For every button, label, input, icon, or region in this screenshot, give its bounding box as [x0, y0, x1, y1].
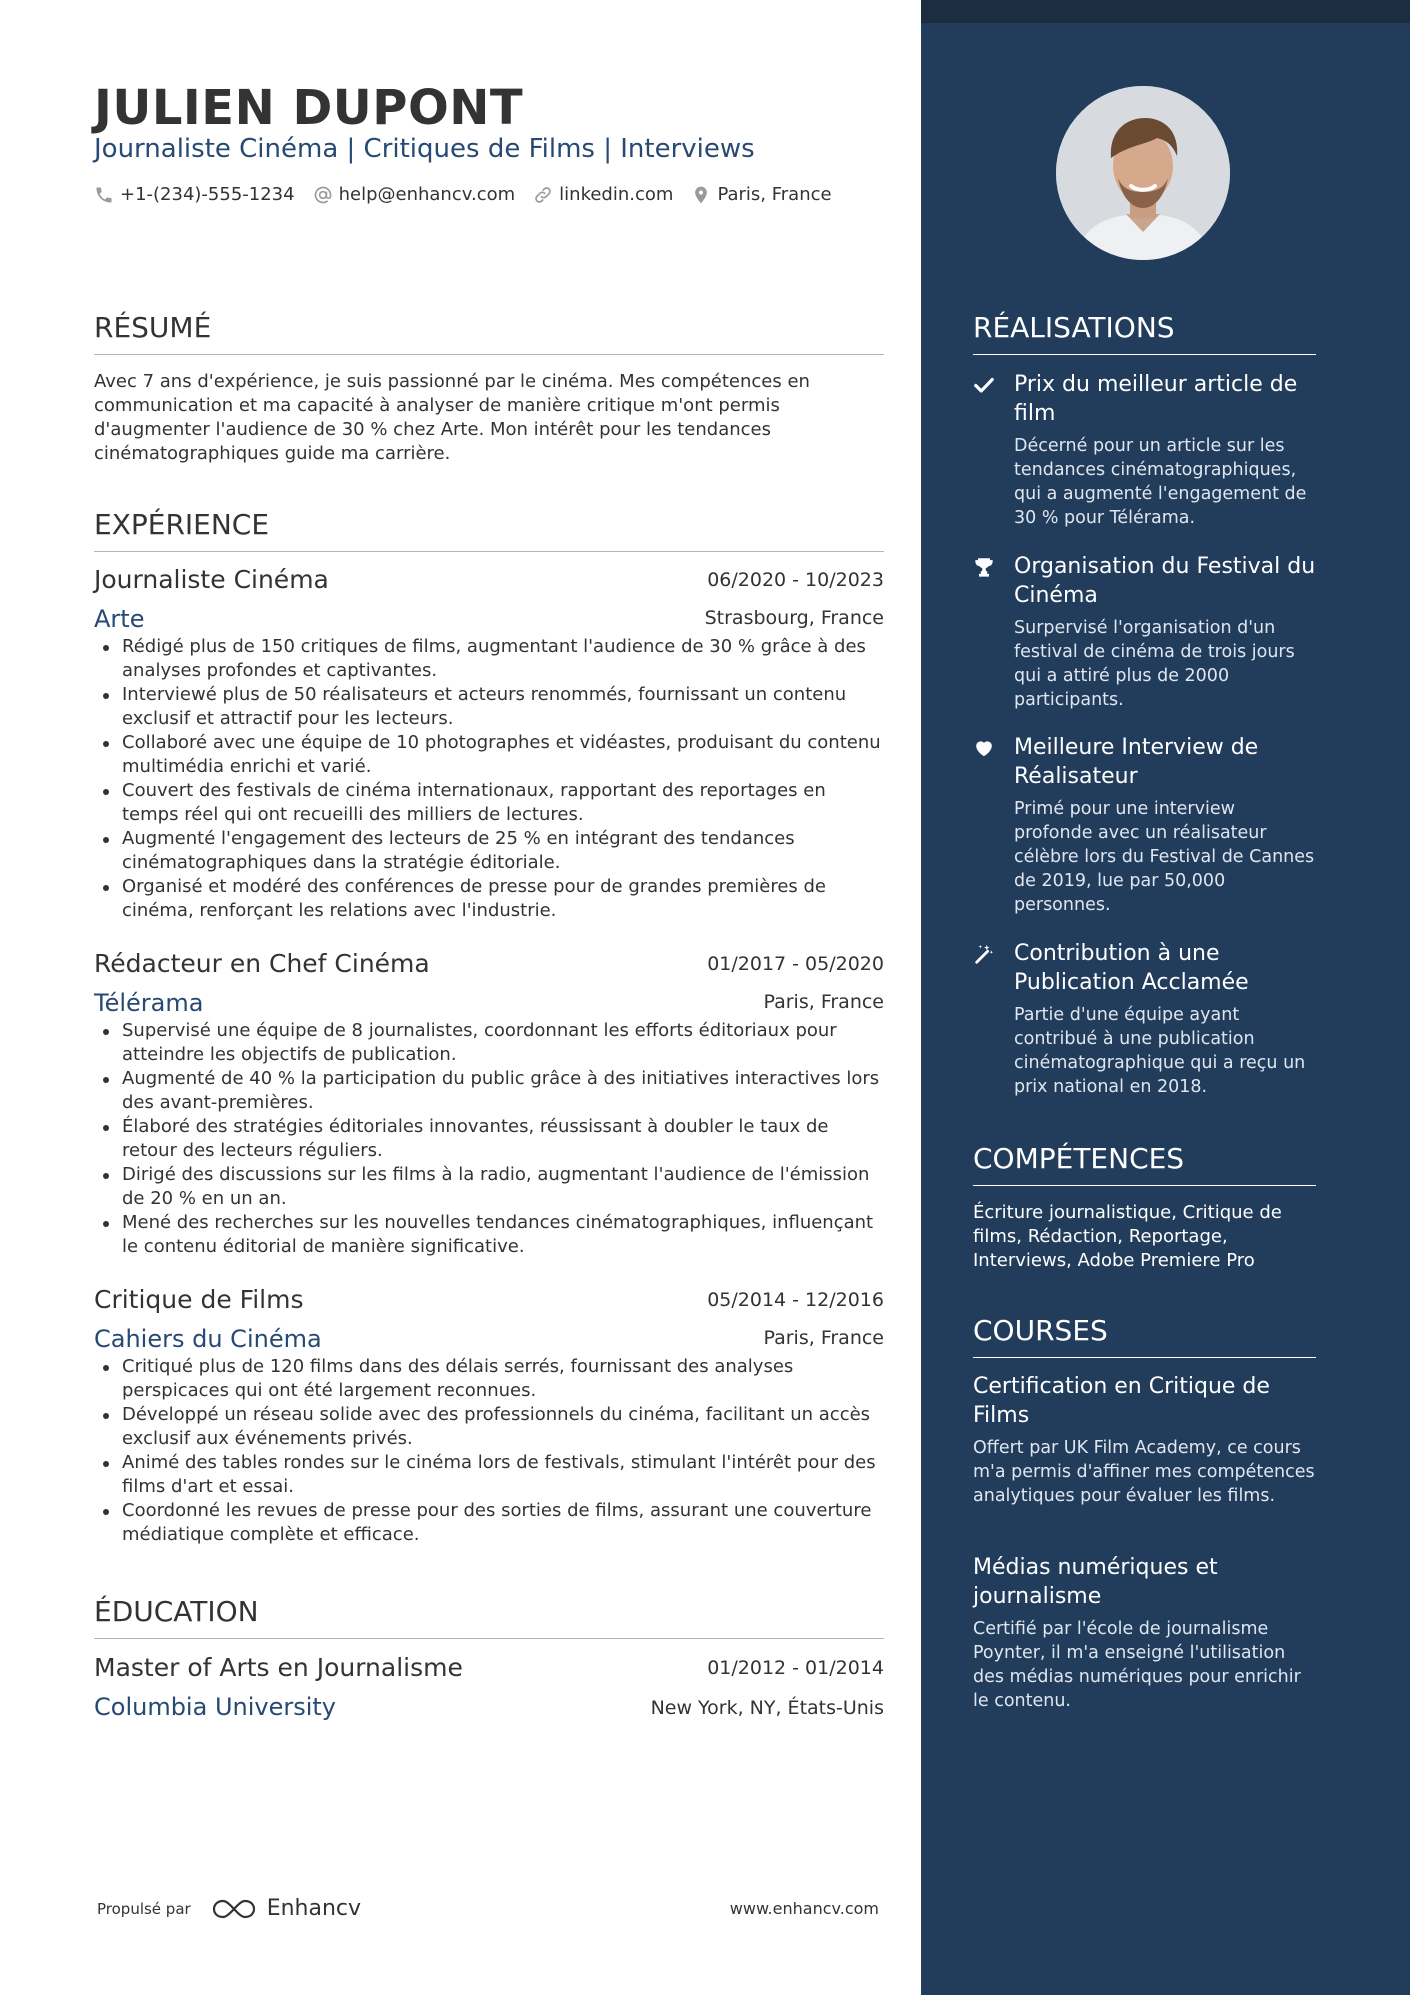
experience-entry	[94, 949, 884, 1259]
checkmark-icon	[973, 374, 995, 396]
contact-phone[interactable]	[94, 184, 295, 205]
education-location: New York, NY, États-Unis	[650, 1697, 884, 1719]
contact-linkedin[interactable]	[533, 184, 673, 205]
job-title: Journaliste Cinéma	[94, 565, 329, 594]
contact-email[interactable]	[313, 184, 516, 205]
degree-title: Master of Arts en Journalisme	[94, 1653, 463, 1682]
education-entry	[94, 1653, 884, 1727]
summary-text: Avec 7 ans d'expérience, je suis passionné par le cinéma. Mes compétences en communication et ma capacité à analyser de manière critique m'ont permis d'augmenter l'audience de 30 % chez Arte. Mon intérêt pour les tendances cinématographiques guide ma carrière.	[94, 371, 810, 464]
brand-name: Enhancv	[266, 1896, 362, 1921]
powered-by-text: Propulsé par	[97, 1899, 191, 1918]
bullet-item: Augmenté l'engagement des lecteurs de 25 % en intégrant des tendances cinématographiques dans la stratégie éditoriale.	[94, 827, 884, 875]
bullet-item: Supervisé une équipe de 8 journalistes, coordonnant les efforts éditoriaux pour atteindre les objectifs de publication.	[94, 1019, 884, 1067]
job-dates: 05/2014 - 12/2016	[707, 1289, 884, 1311]
trophy-icon	[973, 556, 995, 578]
experience-entry	[94, 565, 884, 923]
skills-text: Écriture journalistique, Critique de films, Rédaction, Reportage, Interviews, Adobe Premiere Pro	[973, 1202, 1282, 1271]
bullet-item: Organisé et modéré des conférences de presse pour de grandes premières de cinéma, renforçant les relations avec l'industrie.	[94, 875, 884, 923]
avatar	[1056, 86, 1230, 260]
company-name: Télérama	[94, 989, 204, 1017]
bullet-item: Rédigé plus de 150 critiques de films, augmentant l'audience de 30 % grâce à des analyses profondes et captivantes.	[94, 635, 884, 683]
enhancv-logo[interactable]	[211, 1896, 361, 1921]
bullet-item: Interviewé plus de 50 réalisateurs et acteurs renommés, fournissant un contenu exclusif et attractif pour les lecteurs.	[94, 683, 884, 731]
bullet-item: Développé un réseau solide avec des professionnels du cinéma, facilitant un accès exclusif aux événements privés.	[94, 1403, 884, 1451]
achievement-title: Meilleure Interview de Réalisateur	[1014, 735, 1259, 789]
company-name: Cahiers du Cinéma	[94, 1325, 322, 1353]
phone-icon	[94, 185, 114, 205]
achievement-desc: Décerné pour un article sur les tendances cinématographiques, qui a augmenté l'engagement de 30 % pour Télérama.	[1014, 436, 1307, 528]
skills-section-title: COMPÉTENCES	[973, 1142, 1316, 1186]
achievement-title: Organisation du Festival du Cinéma	[1014, 554, 1316, 608]
course-item	[973, 1372, 1316, 1508]
job-dates: 06/2020 - 10/2023	[707, 569, 884, 591]
achievement-item	[973, 939, 1316, 1099]
contact-bar	[94, 184, 850, 205]
sidebar-top-bar	[921, 0, 1410, 23]
education-dates: 01/2012 - 01/2014	[707, 1657, 884, 1679]
location-text: Paris, France	[717, 184, 832, 205]
bullet-item: Dirigé des discussions sur les films à la radio, augmentant l'audience de l'émission de 20 % en un an.	[94, 1163, 884, 1211]
bullet-item: Animé des tables rondes sur le cinéma lors de festivals, stimulant l'intérêt pour des films d'art et essai.	[94, 1451, 884, 1499]
magic-wand-icon	[973, 943, 995, 965]
school-name: Columbia University	[94, 1693, 337, 1721]
courses-section-title: COURSES	[973, 1314, 1316, 1358]
achievement-item	[973, 733, 1316, 917]
achievement-title: Prix du meilleur article de film	[1014, 372, 1298, 426]
bullet-item: Critiqué plus de 120 films dans des délais serrés, fournissant des analyses perspicaces qui ont été largement reconnues.	[94, 1355, 884, 1403]
headline: Journaliste Cinéma | Critiques de Films | Interviews	[94, 134, 755, 164]
course-title: Certification en Critique de Films	[973, 1374, 1270, 1428]
achievement-desc: Partie d'une équipe ayant contribué à une publication cinématographique qui a reçu un prix national en 2018.	[1014, 1005, 1306, 1097]
experience-entry	[94, 1285, 884, 1547]
footer-url[interactable]: www.enhancv.com	[729, 1899, 879, 1918]
heart-icon	[973, 737, 995, 759]
profile-photo-icon	[1056, 86, 1230, 260]
email-text: help@enhancv.com	[338, 184, 516, 205]
summary-section-title: RÉSUMÉ	[94, 311, 884, 355]
link-icon	[533, 185, 553, 205]
bullet-item: Élaboré des stratégies éditoriales innovantes, réussissant à doubler le taux de retour des lecteurs réguliers.	[94, 1115, 884, 1163]
bullet-item: Couvert des festivals de cinéma internationaux, rapportant des reportages en temps réel qui ont recueilli des milliers de lectures.	[94, 779, 884, 827]
job-dates: 01/2017 - 05/2020	[707, 953, 884, 975]
company-name: Arte	[94, 605, 145, 633]
infinity-logo-icon	[211, 1897, 257, 1921]
bullet-item: Augmenté de 40 % la participation du public grâce à des initiatives interactives lors des avant-premières.	[94, 1067, 884, 1115]
job-location: Strasbourg, France	[704, 607, 884, 629]
achievement-desc: Surpervisé l'organisation d'un festival de cinéma de trois jours qui a attiré plus de 2000 participants.	[1014, 618, 1295, 710]
bullet-item: Mené des recherches sur les nouvelles tendances cinématographiques, influençant le contenu éditorial de manière significative.	[94, 1211, 884, 1259]
footer-powered-by	[97, 1896, 361, 1921]
job-location: Paris, France	[763, 991, 884, 1013]
education-section-title: ÉDUCATION	[94, 1595, 884, 1639]
course-title: Médias numériques et journalisme	[973, 1555, 1218, 1609]
experience-section-title: EXPÉRIENCE	[94, 508, 884, 552]
contact-location	[691, 184, 831, 205]
achievement-desc: Primé pour une interview profonde avec un réalisateur célèbre lors du Festival de Cannes de 2019, lue par 50,000 personnes.	[1014, 799, 1315, 915]
job-title: Critique de Films	[94, 1285, 304, 1314]
at-icon	[313, 185, 333, 205]
location-pin-icon	[691, 185, 711, 205]
linkedin-text: linkedin.com	[559, 184, 674, 205]
course-desc: Offert par UK Film Academy, ce cours m'a permis d'affiner mes compétences analytiques pour évaluer les films.	[973, 1438, 1315, 1506]
job-title: Rédacteur en Chef Cinéma	[94, 949, 430, 978]
job-location: Paris, France	[763, 1327, 884, 1349]
bullet-list	[94, 1019, 884, 1259]
phone-text: +1-(234)-555-1234	[120, 184, 295, 205]
achievement-title: Contribution à une Publication Acclamée	[1014, 941, 1249, 995]
bullet-item: Collaboré avec une équipe de 10 photographes et vidéastes, produisant du contenu multimédia enrichi et varié.	[94, 731, 884, 779]
bullet-list	[94, 1355, 884, 1547]
achievements-section-title: RÉALISATIONS	[973, 311, 1316, 355]
achievement-item	[973, 552, 1316, 712]
course-desc: Certifié par l'école de journalisme Poynter, il m'a enseigné l'utilisation des médias numériques pour enrichir le contenu.	[973, 1619, 1301, 1711]
bullet-item: Coordonné les revues de presse pour des sorties de films, assurant une couverture médiatique complète et efficace.	[94, 1499, 884, 1547]
bullet-list	[94, 635, 884, 923]
achievement-item	[973, 370, 1316, 530]
course-item	[973, 1553, 1316, 1713]
candidate-name: JULIEN DUPONT	[94, 80, 524, 136]
